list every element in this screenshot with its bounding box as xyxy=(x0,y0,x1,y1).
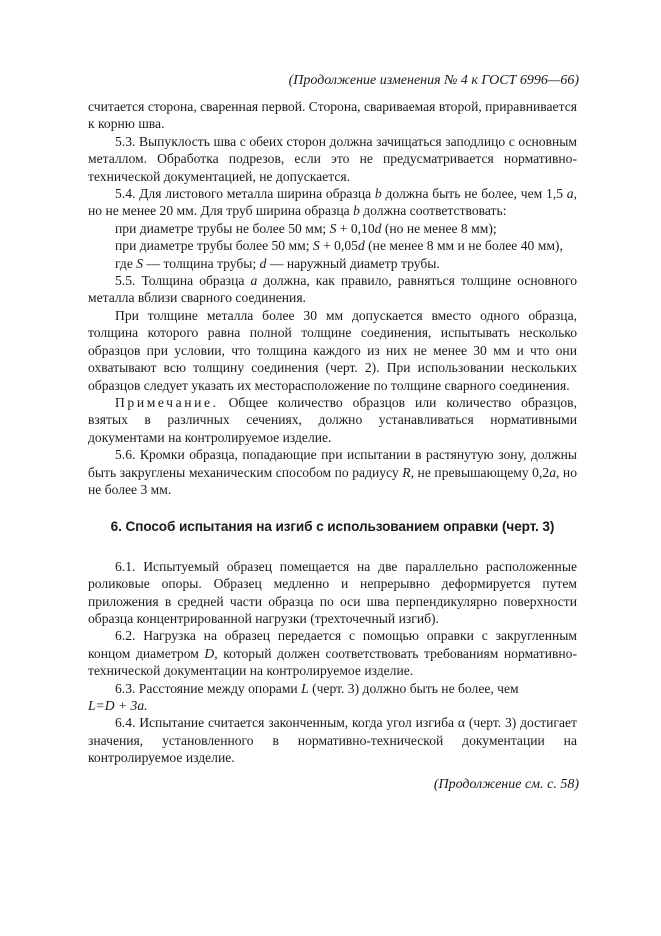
paragraph-6-3: 6.3. Расстояние между опорами L (черт. 3) должно быть не более, чем L=D + 3a. xyxy=(88,680,519,713)
paragraph-6-2: 6.2. Нагрузка на образец передается с помощью оправки с закругленным концом диаметром D, который должен соответствовать требованиям нормативно-технической документации на контролируемое изделие. xyxy=(88,628,577,679)
formula-l: L=D + 3a. xyxy=(88,698,148,713)
paragraph-thickness: При толщине металла более 30 мм допускается вместо одного образца, толщина которого равна полной толщине соединения, испытывать несколько образцов при условии, что толщина каждого из них не менее 30 мм и что они охватывают всю толщину соединения (черт. 2). При использовании нескольких образцов следует указать их месторасположение по толщине сварного соединения. xyxy=(88,307,577,393)
formula-line-1: при диаметре трубы не более 50 мм; S + 0,10d (но не менее 8 мм); xyxy=(115,220,497,236)
paragraph-5-6: 5.6. Кромки образца, попадающие при испытании в растянутую зону, должны быть закруглены механическим способом по радиусу R, не превышающему 0,2a, но не более 3 мм. xyxy=(88,447,578,497)
where-line: где S — толщина трубы; d — наружный диаметр трубы. xyxy=(115,255,440,271)
page-header: (Продолжение изменения № 4 к ГОСТ 6996—66) xyxy=(288,73,579,88)
paragraph-note: Примечание. Общее количество образцов или количество образцов, взятых в различных сечениях, должно устанавливаться нормативными документами на контролируемое изделие. xyxy=(88,394,577,445)
formula-line-2: при диаметре трубы более 50 мм; S + 0,05d (не менее 8 мм и не более 40 мм), xyxy=(115,238,563,254)
paragraph-5-3: 5.3. Выпуклость шва с обеих сторон должна зачищаться заподлицо с основным металлом. Обработка подрезов, если это не предусматривается нормативно-технической документацией, не допускается. xyxy=(88,133,577,184)
paragraph-5-5: 5.5. Толщина образца a должна, как правило, равняться толщине основного металла вблизи сварного соединения. xyxy=(88,273,577,306)
document-body xyxy=(88,98,577,767)
paragraph-6-4: 6.4. Испытание считается законченным, когда угол изгиба α (черт. 3) достигает значения, установленного в нормативно-технической документации на контролируемое изделие. xyxy=(88,715,577,766)
paragraph-5-4: 5.4. Для листового металла ширина образца b должна быть не более, чем 1,5 a, но не менее 20 мм. Для труб ширина образца b должна соответствовать: xyxy=(88,186,577,219)
paragraph-intro: считается сторона, сваренная первой. Сторона, свариваемая второй, приравнивается к корню шва. xyxy=(88,99,577,132)
paragraph-6-1: 6.1. Испытуемый образец помещается на две параллельно расположенные роликовые опоры. Образец медленно и непрерывно деформируется путем приложения в средней части образца по оси шва перпендикулярно поверхности образца концентрированной нагрузки (трехточечный изгиб). xyxy=(88,558,577,626)
note-label: Примечание. xyxy=(115,394,219,410)
section-6-title: 6. Способ испытания на изгиб с использованием оправки (черт. 3) xyxy=(110,519,555,535)
page-footer: (Продолжение см. с. 58) xyxy=(433,777,579,792)
